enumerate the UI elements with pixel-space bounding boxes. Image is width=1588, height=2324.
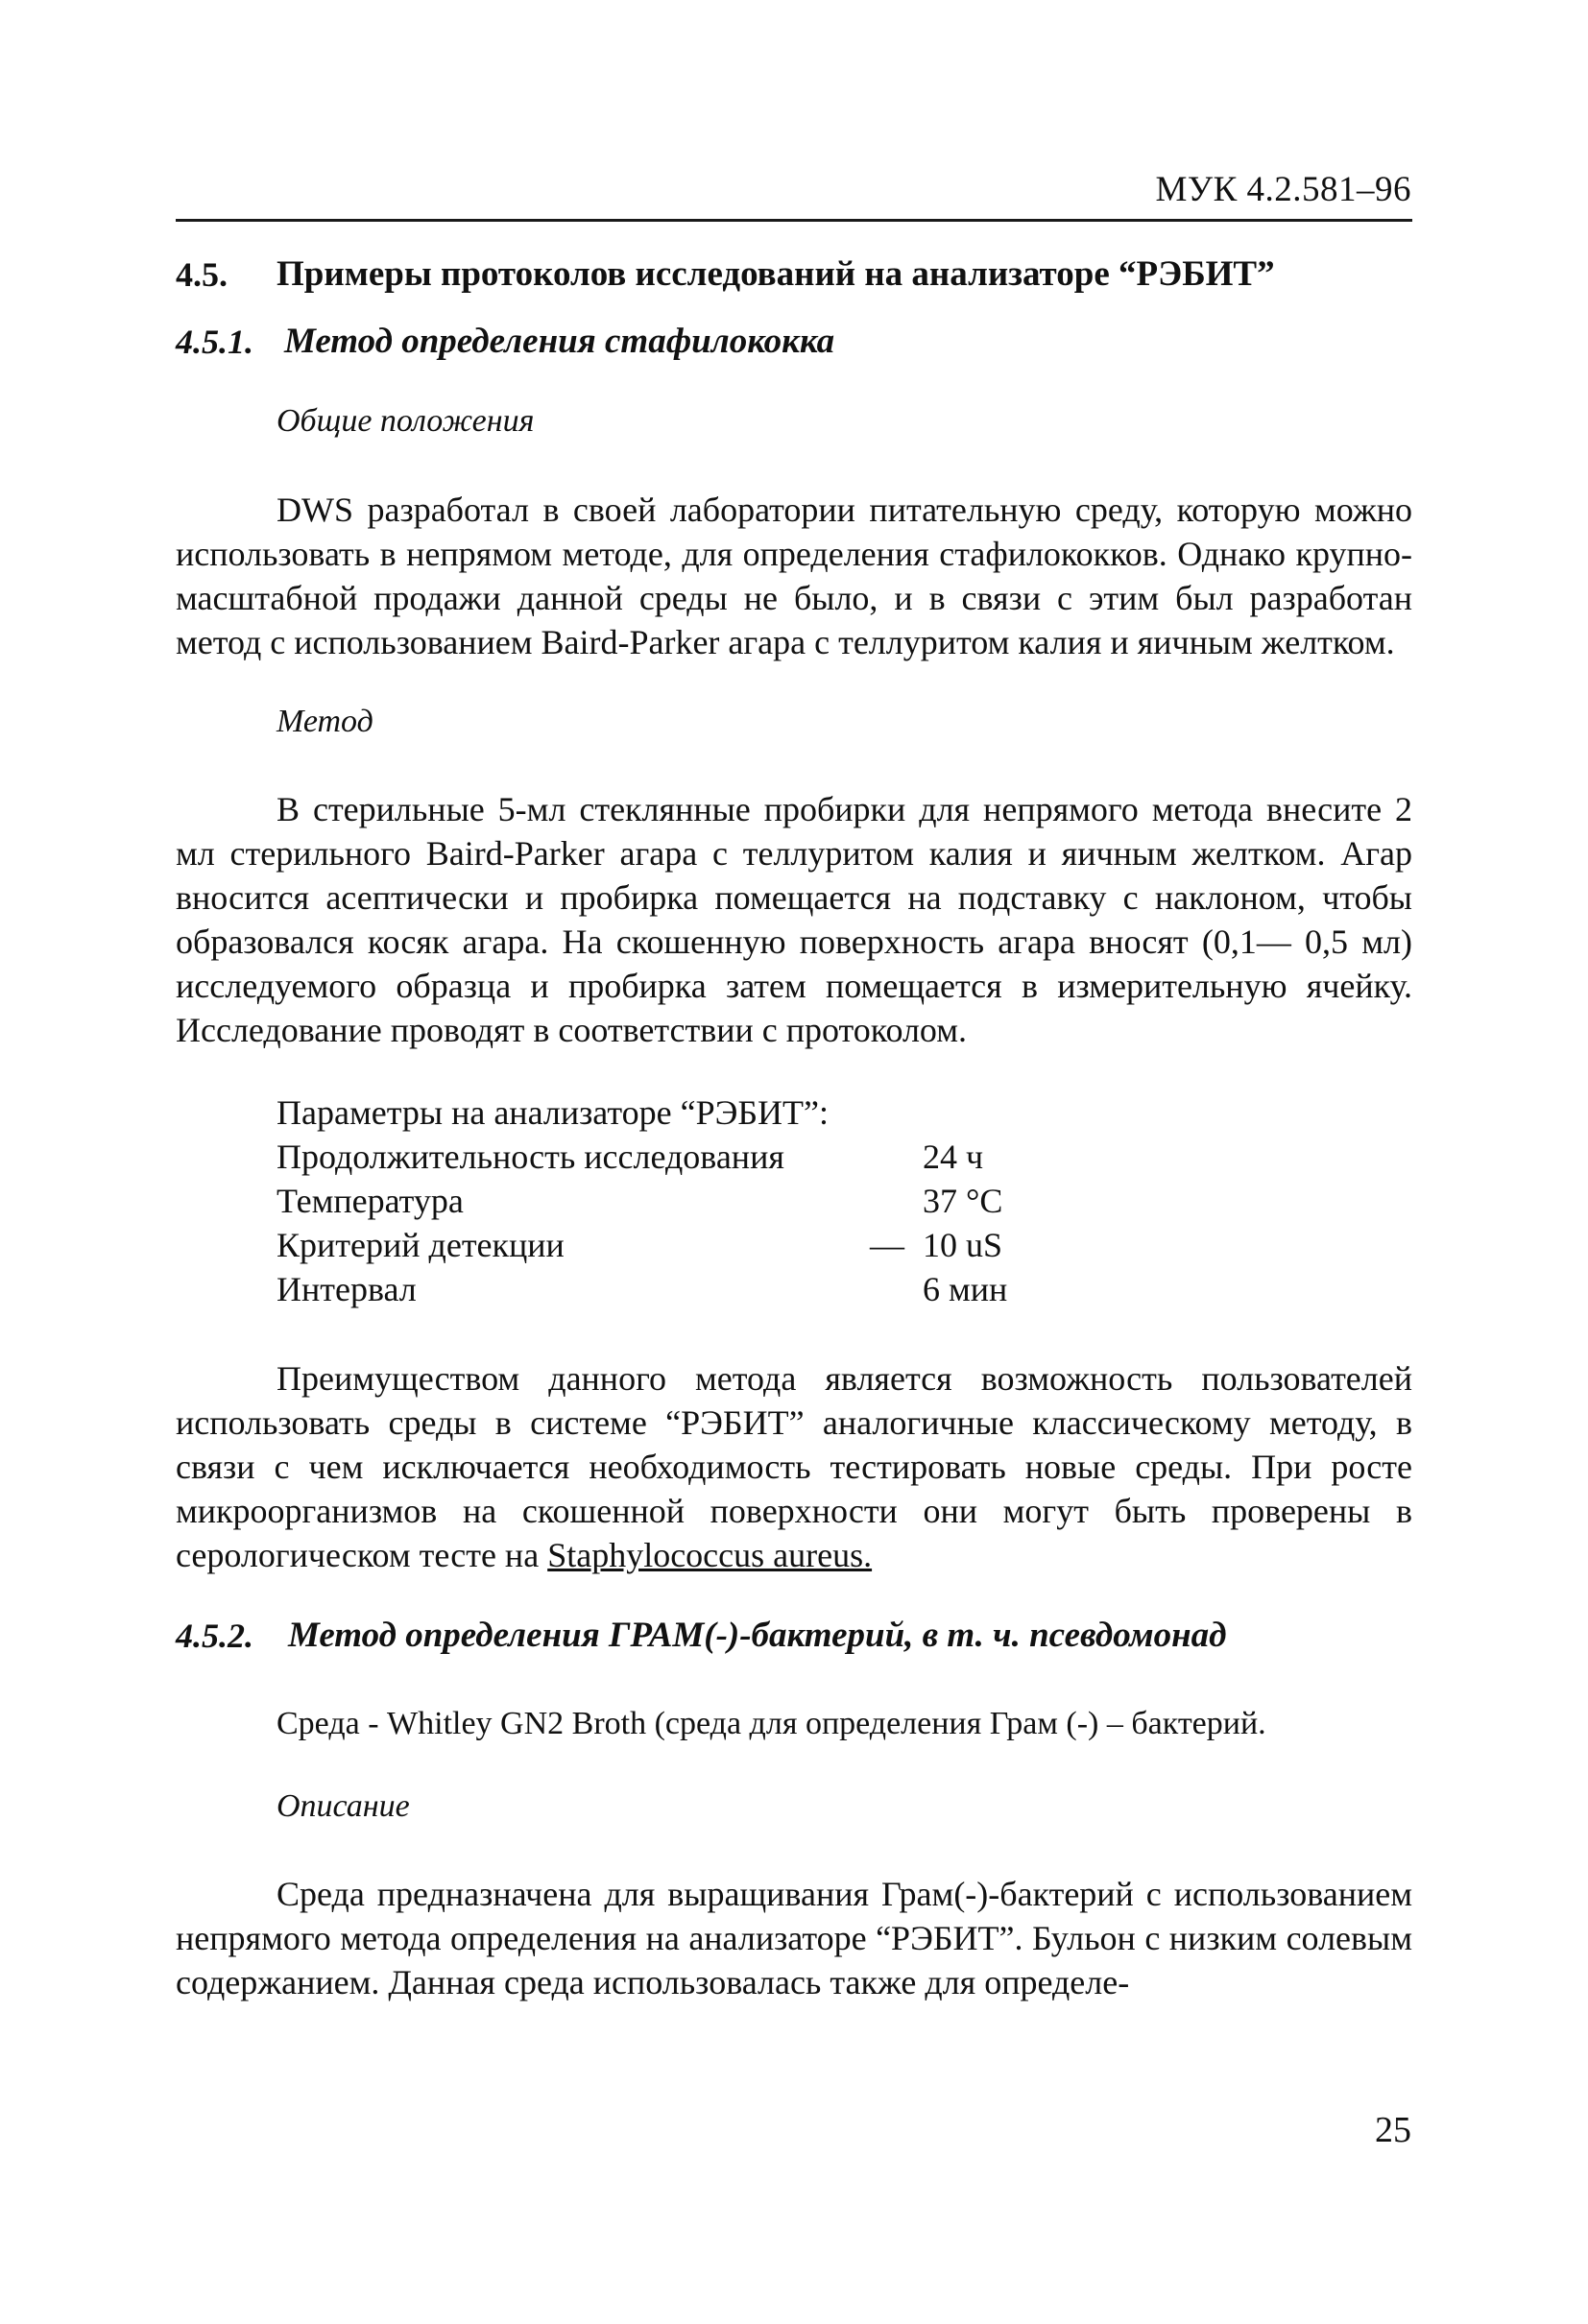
section-4-5-number: 4.5. xyxy=(176,255,228,294)
param-row-temperature xyxy=(277,1179,1025,1223)
param-dash: — xyxy=(870,1226,904,1264)
param-row-interval xyxy=(277,1267,1025,1311)
general-provisions-paragraph xyxy=(176,488,1412,664)
param-value: 10 uS xyxy=(923,1226,1003,1264)
param-label: Температура xyxy=(277,1182,464,1220)
page-number: 25 xyxy=(1375,2110,1411,2150)
param-value: 6 мин xyxy=(923,1270,1008,1308)
description-paragraph xyxy=(176,1872,1412,2004)
description-heading: Описание xyxy=(277,1788,410,1824)
param-label: Интервал xyxy=(277,1270,417,1308)
section-4-5-1-title: Метод определения стафилококка xyxy=(284,322,835,361)
section-4-5-1-number: 4.5.1. xyxy=(176,323,253,361)
param-row-duration xyxy=(277,1135,1025,1179)
param-value: 37 °C xyxy=(923,1182,1003,1220)
document-code: МУК 4.2.581–96 xyxy=(1155,170,1411,209)
general-provisions-text: DWS разработал в своей лаборатории питательную среду, которую можно использовать в непрямом методе, для определения стафилококков. Однако крупно-масштабной продажи данной среды не было, и в связи с этим был разработан метод с использованием Baird-Parker агара с теллуритом калия и яичным желтком. xyxy=(176,491,1412,661)
general-provisions-heading: Общие положения xyxy=(277,403,535,439)
advantage-text: Преимуществом данного метода является возможность пользователей использовать среды в системе “РЭБИТ” аналогичные классическому методу, в связи с чем исключается необходимость тестировать новые среды. При росте микроорганизмов на скошенной поверхности они могут быть проверены в серологическом тесте на xyxy=(176,1359,1412,1574)
params-heading xyxy=(277,1090,1025,1135)
param-label: Критерий детекции xyxy=(277,1226,565,1264)
method-heading: Метод xyxy=(277,704,373,739)
method-text: В стерильные 5-мл стеклянные пробирки для непрямого метода внесите 2 мл стерильного Baird-Parker агара с теллуритом калия и яичным желтком. Агар вносится асептически и пробирка помещается на подставку с наклоном, чтобы образовался косяк агара. На скошенную поверхность агара вносят (0,1— 0,5 мл) исследуемого образца и пробирка затем помещается в измерительную ячейку. Исследование проводят в соответствии с протоколом. xyxy=(176,790,1412,1049)
advantage-paragraph xyxy=(176,1356,1412,1577)
param-value: 24 ч xyxy=(923,1138,984,1176)
section-4-5-title: Примеры протоколов исследований на анализаторе “РЭБИТ” xyxy=(277,254,1275,294)
description-text: Среда предназначена для выращивания Грам(-)-бактерий с использованием непрямого метода определения на анализаторе “РЭБИТ”. Бульон с низким солевым содержанием. Данная среда использовалась также для определе- xyxy=(176,1875,1412,2001)
section-4-5-2-title: Метод определения ГРАМ(-)-бактерий, в т. ч. псевдомонад xyxy=(288,1616,1227,1655)
medium-line: Среда - Whitley GN2 Broth (среда для определения Грам (-) – бактерий. xyxy=(277,1706,1266,1741)
advantage-text-block xyxy=(176,1356,1412,1577)
method-paragraph xyxy=(176,787,1412,1052)
header-rule xyxy=(176,219,1412,222)
section-4-5-2-number: 4.5.2. xyxy=(176,1617,253,1655)
staphylococcus-aureus-term: Staphylococcus aureus. xyxy=(547,1536,873,1574)
params-heading-text: Параметры на анализаторе “РЭБИТ”: xyxy=(277,1093,829,1132)
param-row-detection-criterion xyxy=(277,1223,1025,1267)
param-label: Продолжительность исследования xyxy=(277,1138,784,1176)
